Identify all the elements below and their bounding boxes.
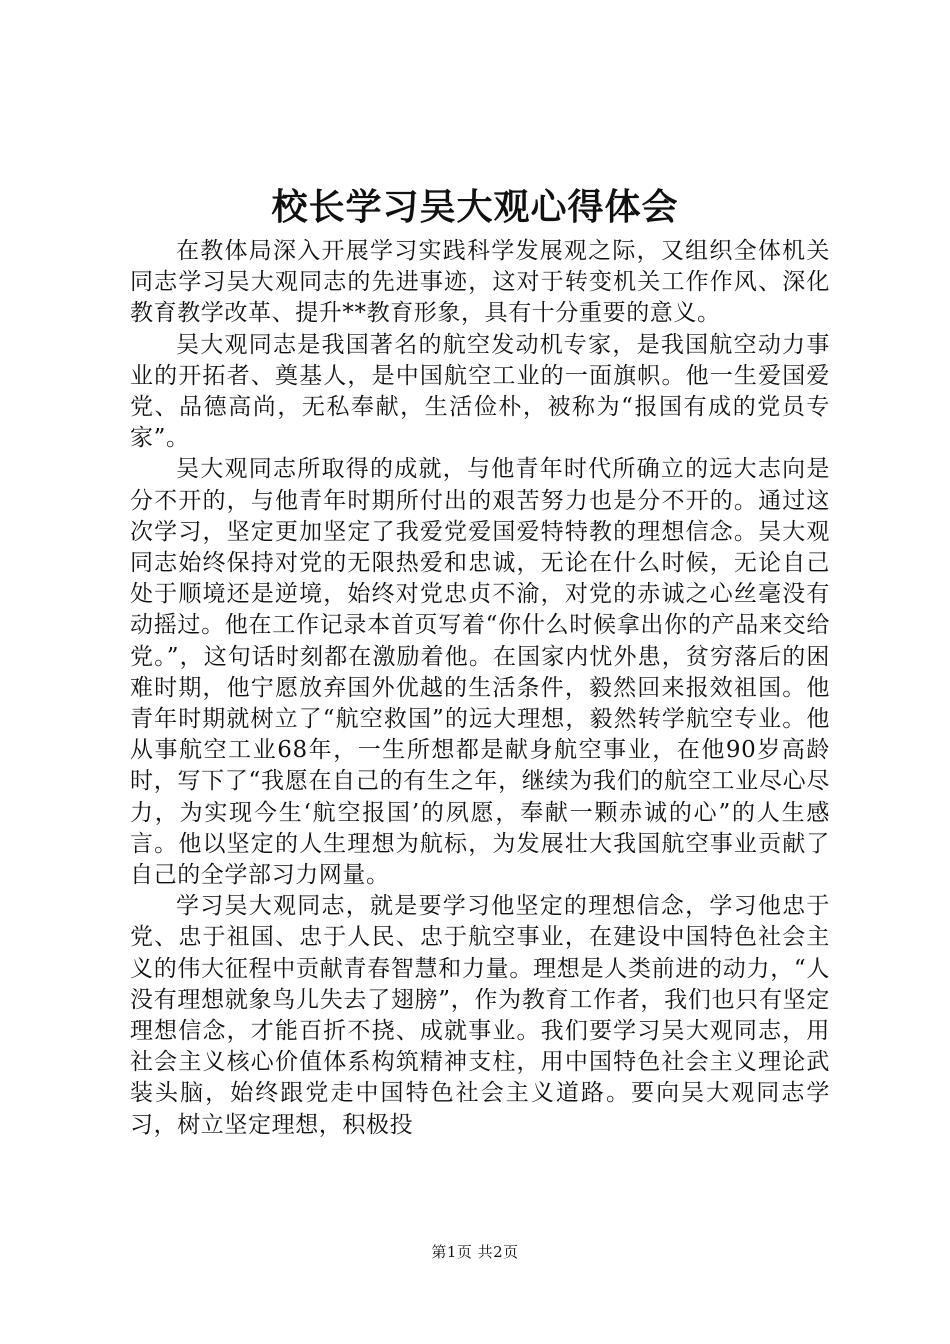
paragraph-2: 吴大观同志是我国著名的航空发动机专家，是我国航空动力事业的开拓者、奠基人，是中国航空工业的一面旗帜。他一生爱国爱党、品德高尚，无私奉献，生活俭朴，被称为“报国有成的党员专家”。: [130, 331, 830, 452]
paragraph-3: 吴大观同志所取得的成就，与他青年时代所确立的远大志向是分不开的，与他青年时期所付出的艰苦努力也是分不开的。通过这次学习，坚定更加坚定了我爱党爱国爱特特教的理想信念。吴大观同志始终保持对党的无限热爱和忠诚，无论在什么时候，无论自己处于顺境还是逆境，始终对党忠贞不渝，对党的赤诚之心丝毫没有动摇过。他在工作记录本首页写着“你什么时候拿出你的产品来交给党。”，这句话时刻都在激励着他。在国家内忧外患，贫穷落后的困难时期，他宁愿放弃国外优越的生活条件，毅然回来报效祖国。他青年时期就树立了“航空救国”的远大理想，毅然转学航空专业。他从事航空工业68年，一生所想都是献身航空事业，在他90岁高龄时，写下了“我愿在自己的有生之年，继续为我们的航空工业尽心尽力，为实现今生‘航空报国’的夙愿，奉献一颗赤诚的心”的人生感言。他以坚定的人生理想为航标，为发展壮大我国航空事业贡献了自己的全学部习力网量。: [130, 456, 830, 889]
paragraph-1: 在教体局深入开展学习实践科学发展观之际，又组织全体机关同志学习吴大观同志的先进事迹，这对于转变机关工作作风、深化教育教学改革、提升**教育形象，具有十分重要的意义。: [130, 238, 830, 327]
page-number-footer: 第1页 共2页: [431, 1243, 519, 1261]
paragraph-4: 学习吴大观同志，就是要学习他坚定的理想信念，学习他忠于党、忠于祖国、忠于人民、忠于航空事业，在建设中国特色社会主义的伟大征程中贡献青春智慧和力量。理想是人类前进的动力，“人没有理想就象鸟儿失去了翅膀”，作为教育工作者，我们也只有坚定理想信念，才能百折不挠、成就事业。我们要学习吴大观同志，用社会主义核心价值体系构筑精神支柱，用中国特色社会主义理论武装头脑，始终跟党走中国特色社会主义道路。要向吴大观同志学习，树立坚定理想，积极投: [130, 893, 830, 1138]
document-title: 校长学习吴大观心得体会: [271, 186, 679, 228]
document-body: [130, 236, 830, 1141]
